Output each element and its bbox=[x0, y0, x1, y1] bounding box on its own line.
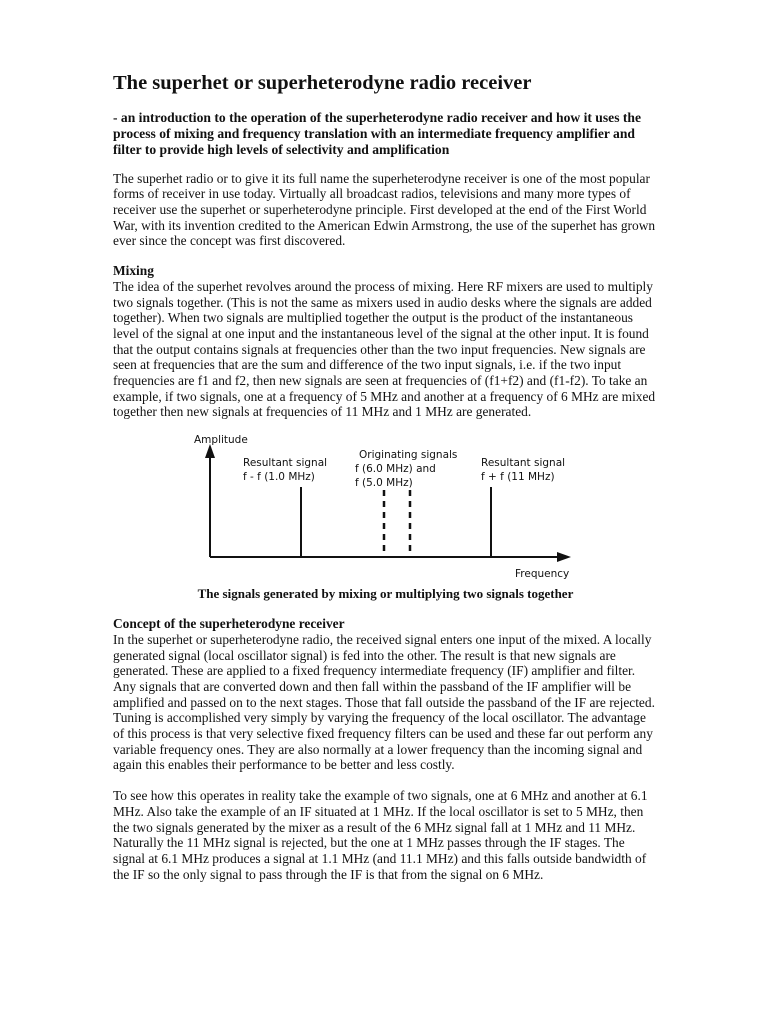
center-signal-label-2: f (6.0 MHz) and bbox=[355, 463, 436, 476]
page-title: The superhet or superheterodyne radio receiver bbox=[113, 72, 532, 94]
center-signal-label-1: Originating signals bbox=[359, 449, 458, 462]
document-page bbox=[113, 70, 658, 882]
y-axis-label: Amplitude bbox=[194, 434, 248, 447]
concept-paragraph: In the superhet or superheterodyne radio, the received signal enters one input of the mixed. A locally generated signal (local oscillator signal) is fed into the other. The result is that new signals are generated. These are applied to a fixed frequency intermediate frequency (IF) amplifier and filter. Any signals that are converted down and then fall within the passband of the IF amplifier will be amplified and passed on to the next stages. Those that fall outside the passband of the IF are rejected. Tuning is accomplished very simply by varying the frequency of the local oscillator. The advantage of this process is that very selective fixed frequency filters can be used and these far out perform any variable frequency ones. They are also normally at a lower frequency than the incoming signal and again this enables their performance to be better and less costly. bbox=[113, 631, 655, 773]
page-subtitle: - an introduction to the operation of the superheterodyne radio receiver and how it uses the process of mixing and frequency translation with an intermediate frequency amplifier and filter to provide high levels of selectivity and amplification bbox=[113, 110, 641, 158]
right-signal-label-1: Resultant signal bbox=[481, 457, 566, 470]
left-signal-label-2: f - f (1.0 MHz) bbox=[243, 471, 315, 484]
mixing-section bbox=[113, 263, 658, 420]
mixing-paragraph: The idea of the superhet revolves around the process of mixing. Here RF mixers are used to multiply two signals together. (This is not the same as mixers used in audio desks where the signals are added together). When two signals are multiplied together the output is the product of the instantaneous level of the signal at one input and the instantaneous level of the signal at the other input. It is found that the output contains signals at frequencies other than the two input frequencies. New signals are seen at frequencies that are the sum and difference of the two input signals, i.e. if the two input frequencies are f1 and f2, then new signals are seen at frequencies of (f1+f2) and (f1-f2). To take an example, if two signals, one at a frequency of 5 MHz and another at a frequency of 6 MHz are mixed together then new signals at frequencies of 11 MHz and 1 MHz are generated. bbox=[113, 278, 656, 420]
mixing-diagram-svg bbox=[113, 432, 658, 582]
right-signal-label-2: f + f (11 MHz) bbox=[481, 471, 555, 484]
mixing-heading: Mixing bbox=[113, 263, 154, 279]
left-signal-label-1: Resultant signal bbox=[243, 457, 328, 470]
concept-section bbox=[113, 616, 658, 882]
x-axis-label: Frequency bbox=[515, 568, 570, 581]
y-axis-arrow bbox=[205, 444, 215, 458]
figure-caption: The signals generated by mixing or multiplying two signals together bbox=[197, 586, 574, 602]
intro-paragraph: The superhet radio or to give it its full name the superheterodyne receiver is one of the most popular forms of receiver in use today. Virtually all broadcast radios, televisions and many more types of receiver use the superhet or superheterodyne principle. First developed at the end of the First World War, with its invention credited to the American Edwin Armstrong, the use of the superhet has grown ever since the concept was first discovered. bbox=[113, 170, 656, 249]
x-axis-arrow bbox=[557, 552, 571, 562]
concept-heading: Concept of the superheterodyne receiver bbox=[113, 616, 345, 632]
example-paragraph: To see how this operates in reality take the example of two signals, one at 6 MHz and another at 6.1 MHz. Also take the example of an IF situated at 1 MHz. If the local oscillator is set to 5 MHz, then the two signals generated by the mixer as a result of the 6 MHz signal fall at 1 MHz and 11 MHz. Naturally the 11 MHz signal is rejected, but the one at 1 MHz passes through the IF stages. The signal at 6.1 MHz produces a signal at 1.1 MHz (and 11.1 MHz) and this falls outside bandwidth of the IF so the only signal to pass through the IF is that from the signal on 6 MHz. bbox=[113, 788, 648, 882]
mixing-diagram bbox=[113, 432, 658, 582]
center-signal-label-3: f (5.0 MHz) bbox=[355, 477, 413, 490]
